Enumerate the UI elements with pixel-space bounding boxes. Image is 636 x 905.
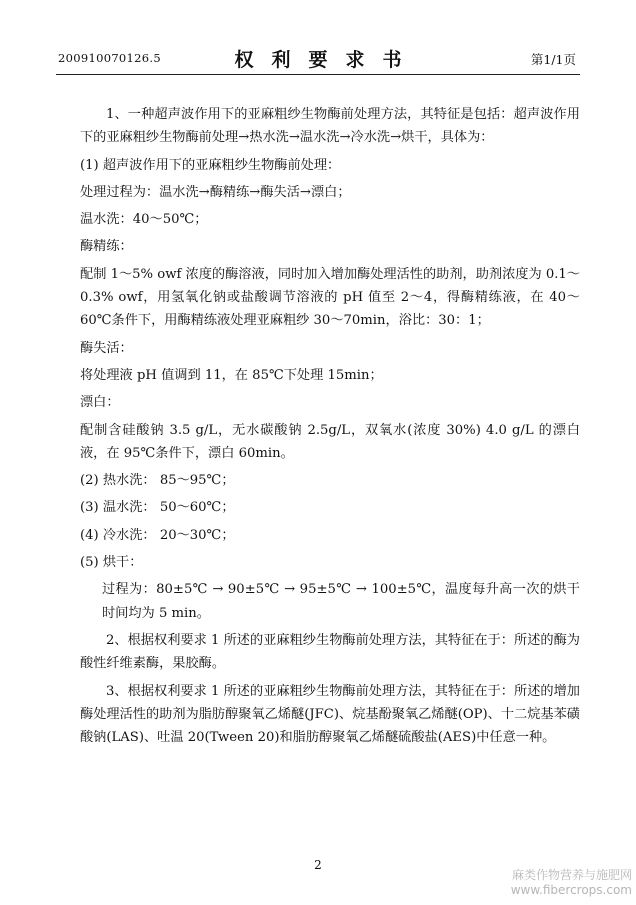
drying-step: (5) 烘干：: [80, 555, 143, 571]
cold-wash-step: (4) 冷水洗： 20～30℃；: [80, 527, 235, 543]
enzyme-scouring-heading: 酶精练：: [80, 239, 133, 255]
process-overview: 处理过程为：温水洗→酶精练→酶失活→漂白；: [80, 184, 351, 200]
page-indicator: 第1/1页: [530, 52, 576, 67]
claim-2: 2、根据权利要求 1 所述的亚麻粗纱生物酶前处理方法，其特征在于：所述的酶为酸性纤维素酶，果胶酶。: [80, 632, 580, 672]
claim-1-step-1-heading: (1) 超声波作用下的亚麻粗纱生物酶前处理：: [80, 157, 341, 173]
drying-process-spec: 过程为：80±5℃ → 90±5℃ → 95±5℃ → 100±5℃，温度每升高一次的烘干时间均为 5 min。: [102, 582, 580, 621]
hot-wash-step: (2) 热水洗： 85～95℃；: [80, 473, 235, 489]
page-number: 2: [314, 858, 322, 872]
enzyme-inactivation-spec: 将处理液 pH 值调到 11，在 85℃下处理 15min；: [80, 367, 383, 383]
document-title: 权利要求书: [234, 49, 420, 71]
enzyme-scouring-spec: 配制 1～5% owf 浓度的酶溶液，同时加入增加酶处理活性的助剂，助剂浓度为 0.1～0.3% owf，用氢氧化钠或盐酸调节溶液的 pH 值至 2～4，得酶精练液，在 40～60℃条件下，用酶精练液处理亚麻粗纱 30～70min，浴比：30：1；: [80, 266, 580, 329]
site-watermark: [511, 868, 632, 898]
bleaching-heading: 漂白：: [80, 395, 120, 411]
bleaching-spec: 配制含硅酸钠 3.5 g/L，无水碳酸钠 2.5g/L，双氧水(浓度 30%) 4.0 g/L 的漂白液，在 95℃条件下，漂白 60min。: [80, 422, 580, 461]
watermark-site-name: 麻类作物营养与施肥网: [511, 868, 632, 882]
claim-3: 3、根据权利要求 1 所述的亚麻粗纱生物酶前处理方法，其特征在于：所述的增加酶处理活性的助剂为脂肪醇聚氧乙烯醚(JFC)、烷基酚聚氧乙烯醚(OP)、十二烷基苯磺酸钠(LAS)、吐温 20(Tween 20)和脂肪醇聚氧乙烯醚硫酸盐(AES)中任意一种。: [80, 683, 580, 746]
header-rule: [56, 74, 580, 75]
warm-wash-spec: 温水洗：40～50℃；: [80, 212, 208, 228]
warm-wash-step: (3) 温水洗： 50～60℃；: [80, 500, 235, 516]
enzyme-inactivation-heading: 酶失活：: [80, 340, 133, 356]
claims-body: [80, 103, 580, 749]
claim-1-intro: 1、一种超声波作用下的亚麻粗纱生物酶前处理方法，其特征是包括：超声波作用下的亚麻粗纱生物酶前处理→热水洗→温水洗→冷水洗→烘干，具体为：: [80, 107, 580, 146]
watermark-url: www.fibercrops.com: [510, 883, 632, 897]
application-number: 200910070126.5: [58, 51, 161, 65]
